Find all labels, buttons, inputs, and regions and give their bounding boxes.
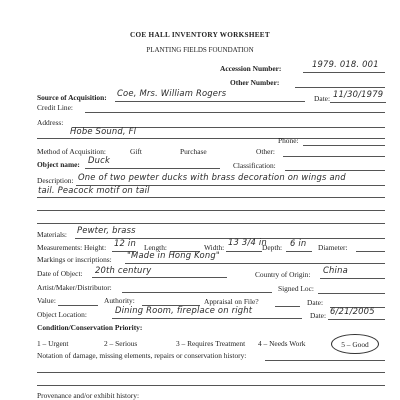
- object-location-value[interactable]: Dining Room, fireplace on right: [115, 305, 253, 315]
- location-date-value[interactable]: 6/21/2005: [330, 306, 375, 316]
- materials-value[interactable]: Pewter, brass: [77, 225, 136, 235]
- location-date-label: Date:: [310, 311, 327, 320]
- source-label: Source of Acquisition:: [37, 93, 107, 102]
- diameter-label: Diameter:: [318, 243, 348, 252]
- markings-value[interactable]: "Made in Hong Kong": [127, 250, 220, 260]
- date-label: Date:: [314, 94, 331, 103]
- authority-label: Authority:: [104, 296, 135, 305]
- date-of-object-label: Date of Object:: [37, 269, 83, 278]
- worksheet-title: COE HALL INVENTORY WORKSHEET: [129, 31, 270, 39]
- description-rule-3: [37, 210, 385, 211]
- provenance-label: Provenance and/or exhibit history:: [37, 391, 140, 400]
- country-line: [320, 278, 385, 279]
- width-value[interactable]: 13 3/4 in: [228, 237, 267, 247]
- other-number-label: Other Number:: [230, 78, 280, 87]
- condition-option-2[interactable]: 2 – Serious: [104, 339, 138, 348]
- width-line: [226, 251, 262, 252]
- source-value[interactable]: Coe, Mrs. William Rogers: [117, 88, 227, 98]
- notation-line-2: [37, 372, 385, 373]
- description-text-line-2[interactable]: tail. Peacock motif on tail: [38, 185, 150, 195]
- depth-value[interactable]: 6 in: [290, 238, 307, 248]
- method-option-gift[interactable]: Gift: [130, 147, 142, 156]
- condition-option-4[interactable]: 4 – Needs Work: [258, 339, 306, 348]
- value-label: Value:: [37, 296, 56, 305]
- value-line: [58, 305, 98, 306]
- artist-line: [122, 292, 272, 293]
- description-rule-2: [37, 197, 385, 198]
- credit-line-line: [85, 112, 385, 113]
- accession-number-label: Accession Number:: [220, 64, 282, 73]
- materials-label: Materials:: [37, 230, 67, 239]
- diameter-line: [356, 251, 385, 252]
- credit-line-label: Credit Line:: [37, 103, 73, 112]
- artist-label: Artist/Maker/Distributor:: [37, 283, 112, 292]
- country-label: Country of Origin:: [255, 270, 311, 279]
- width-label: Width:: [204, 243, 225, 252]
- object-name-label: Object name:: [37, 160, 80, 169]
- object-location-line: [112, 318, 302, 319]
- address-label: Address:: [37, 118, 64, 127]
- method-option-purchase[interactable]: Purchase: [180, 147, 207, 156]
- object-name-value[interactable]: Duck: [88, 155, 111, 165]
- description-text-line-1[interactable]: One of two pewter ducks with brass decoration on wings and: [78, 172, 346, 182]
- appraisal-date-label: Date:: [307, 298, 324, 307]
- markings-line: [125, 263, 385, 264]
- address-line-2: [37, 138, 385, 139]
- condition-option-5-selected[interactable]: 5 – Good: [331, 334, 379, 354]
- notation-line-3: [37, 385, 385, 386]
- accession-number-line: [303, 72, 385, 73]
- description-label: Description:: [37, 176, 74, 185]
- classification-label: Classification:: [233, 161, 276, 170]
- signed-loc-label: Signed Loc:: [278, 284, 314, 293]
- description-rule-4: [37, 223, 385, 224]
- notation-label: Notation of damage, missing elements, repairs or conservation history:: [37, 351, 247, 360]
- location-date-line: [328, 319, 385, 320]
- length-label: Length:: [144, 243, 167, 252]
- phone-line: [303, 145, 385, 146]
- method-other-line: [283, 156, 385, 157]
- foundation-name: PLANTING FIELDS FOUNDATION: [146, 46, 254, 54]
- source-line: [115, 101, 305, 102]
- address-value[interactable]: Hobe Sound, Fl: [70, 126, 137, 136]
- country-value[interactable]: China: [323, 265, 348, 275]
- condition-option-3[interactable]: 3 – Requires Treatment: [176, 339, 246, 348]
- phone-label: Phone:: [278, 136, 299, 145]
- markings-label: Markings or inscriptions:: [37, 255, 112, 264]
- date-line: [330, 102, 386, 103]
- object-name-line: [85, 168, 220, 169]
- appraisal-line: [275, 306, 300, 307]
- other-number-line: [295, 87, 385, 88]
- appraisal-label: Appraisal on File?: [204, 297, 259, 306]
- depth-label: Depth:: [262, 243, 283, 252]
- accession-number-value[interactable]: 1979. 018. 001: [312, 59, 379, 69]
- method-option-other[interactable]: Other:: [256, 147, 275, 156]
- date-of-object-value[interactable]: 20th century: [95, 265, 152, 275]
- date-of-object-line: [92, 277, 227, 278]
- signed-loc-line: [318, 293, 385, 294]
- notation-line-1: [265, 360, 385, 361]
- condition-option-1[interactable]: 1 – Urgent: [37, 339, 69, 348]
- height-value[interactable]: 12 in: [114, 238, 136, 248]
- measurements-label: Measurements: Height:: [37, 243, 107, 252]
- classification-line: [285, 170, 385, 171]
- depth-line: [286, 251, 312, 252]
- object-location-label: Object Location:: [37, 310, 87, 319]
- method-label: Method of Acquisition:: [37, 147, 106, 156]
- date-value[interactable]: 11/30/1979: [333, 89, 384, 99]
- condition-label: Condition/Conservation Priority:: [37, 323, 143, 332]
